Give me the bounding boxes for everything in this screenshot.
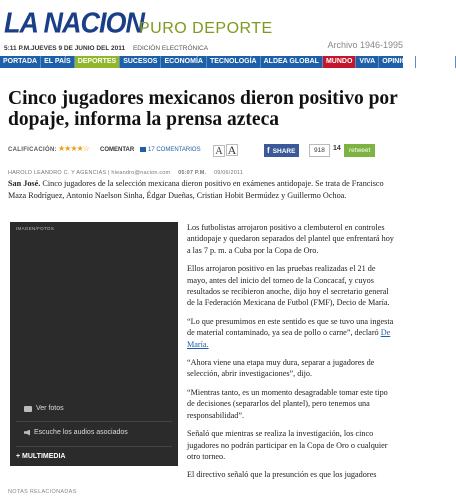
article-body <box>187 222 397 488</box>
font-increase-button[interactable]: A <box>227 143 237 157</box>
nav-item-mundo[interactable]: MUNDO <box>323 56 356 68</box>
de-maria-link[interactable]: De María. <box>187 328 391 349</box>
view-photos-label: Ver fotos <box>36 405 64 412</box>
audio-label: Escuche los audios asociados <box>34 429 128 436</box>
rating-stars[interactable]: ★★★★☆ <box>58 144 89 153</box>
media-label: IMAGEN/FOTOS <box>16 226 55 231</box>
article-toolbar <box>8 144 398 160</box>
byline-time: 05:07 P.M. <box>178 170 207 176</box>
article-headline: Cinco jugadores mexicanos dieron positivo por dopaje, informa la prensa azteca <box>8 88 398 130</box>
related-notes-heading: NOTAS RELACIONADAS <box>8 489 77 495</box>
comment-bubble-icon <box>140 147 146 152</box>
byline-author: HAROLD LEANDRO C. Y AGENCIAS | hleandro@nacion.com <box>8 170 171 176</box>
share-count: 918 <box>309 144 330 157</box>
font-decrease-button[interactable]: A <box>213 145 225 157</box>
audio-link[interactable] <box>24 429 128 436</box>
lead-text: Cinco jugadores de la selección mexicana dieron positivo en exámenes antidopaje. Se trata de Francisco Maza Rodríguez, Antonio Naelson Sinha, Édgar Dueñas, Cristian Hobit Bermúdez y Guillermo Ochoa. <box>8 179 384 200</box>
nav-item-portada[interactable]: PORTADA <box>0 56 41 68</box>
byline <box>8 170 398 176</box>
body-paragraph <box>187 316 397 350</box>
lead-place: San José. <box>8 179 41 188</box>
multimedia-link[interactable]: + MULTIMEDIA <box>16 453 66 460</box>
body-paragraph: “Ahora viene una etapa muy dura, separar a jugadores de selección, abrir investigaciones”, dijo. <box>187 358 375 379</box>
media-box <box>10 222 178 466</box>
nav-item-aldea-global[interactable]: ALDEA GLOBAL <box>261 56 323 68</box>
nav-item-tecnologia[interactable]: TECNOLOGÍA <box>207 56 261 68</box>
comment-button[interactable]: COMENTAR <box>100 147 135 153</box>
masthead <box>0 0 403 52</box>
section-title[interactable]: PURO DEPORTE <box>139 20 273 37</box>
body-paragraph: “Mientras tanto, es un momento desagradable tomar este tipo de decisiones (separarlos del plantel), pero tenemos una responsabilidad”. <box>187 387 388 420</box>
main-nav <box>0 56 452 68</box>
nav-item-opinion[interactable]: OPINIÓN <box>379 56 416 68</box>
speaker-icon <box>24 430 30 436</box>
media-divider <box>16 446 172 447</box>
comments-count: 17 COMENTARIOS <box>148 147 201 154</box>
archive-link[interactable]: Archivo 1946-1995 <box>327 40 403 50</box>
nav-item-sucesos[interactable]: SUCESOS <box>120 56 161 68</box>
rating-label: CALIFICACIÓN: <box>8 147 57 153</box>
nav-item-investigacion[interactable]: INVESTIG <box>416 56 456 68</box>
retweet-button[interactable]: retweet <box>344 144 375 157</box>
dateline <box>4 45 208 52</box>
nav-item-el-pais[interactable]: EL PAÍS <box>41 56 75 68</box>
tweet-count: 14 <box>333 145 341 152</box>
camera-icon <box>24 406 32 412</box>
byline-date: 09/06/2011 <box>214 170 244 176</box>
comments-link[interactable] <box>140 147 201 153</box>
nav-item-viva[interactable]: VIVA <box>356 56 379 68</box>
facebook-share-button[interactable] <box>264 144 299 157</box>
quote-text: “Lo que presumimos en este sentido es que se tuvo una ingesta de material contaminado, ya sea de pollo o carne”, declaró <box>187 316 394 338</box>
body-paragraph: Ellos arrojaron positivo en las pruebas realizadas el 21 de mayo, antes del inicio del torneo de la Concacaf, y cuyos resultados se recibieron anoche, dijo hoy el secretario general de la Federación Mexicana de Futbol (FMF), Decio de María. <box>187 264 390 308</box>
date-text: 5:11 P.M.JUEVES 9 DE JUNIO DEL 2011 <box>4 45 126 52</box>
facebook-icon: f <box>267 146 270 155</box>
edition-text: EDICIÓN ELECTRÓNICA <box>132 45 209 52</box>
article-lead <box>8 178 398 201</box>
body-paragraph: Los futbolistas arrojaron positivo a clembuterol en controles antidopaje y quedaron separados del plantel que enfrentará hoy a las 7 p. m. a Cuba por la Copa de Oro. <box>187 223 394 255</box>
media-divider <box>16 421 172 422</box>
share-label: SHARE <box>272 148 296 155</box>
body-paragraph: Señaló que mientras se realiza la investigación, los cinco jugadores no podrán participar en la Copa de Oro o cualquier otro torneo. <box>187 429 388 461</box>
nav-item-deportes[interactable]: DEPORTES <box>75 56 121 68</box>
view-photos-link[interactable] <box>24 405 64 412</box>
site-logo[interactable]: LA NACION <box>4 7 144 39</box>
font-size-controls <box>213 144 239 157</box>
nav-item-economia[interactable]: ECONOMÍA <box>161 56 207 68</box>
body-paragraph: El directivo señaló que la presunción es que los jugadores <box>187 470 377 480</box>
